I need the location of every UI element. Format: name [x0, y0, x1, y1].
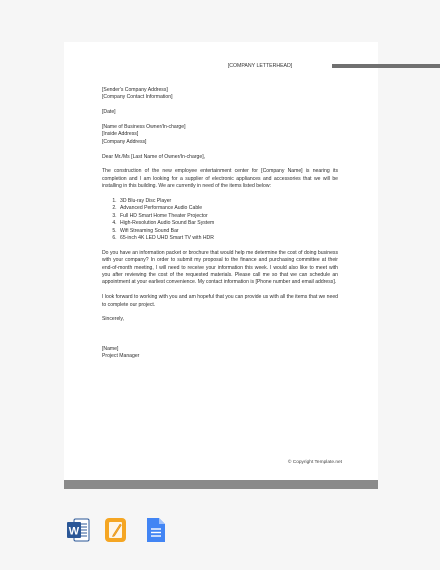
recipient-company-address: [Company Address] — [102, 138, 147, 145]
signer-name: [Name] — [102, 346, 119, 353]
word-icon[interactable] — [66, 516, 90, 544]
pages-icon[interactable] — [104, 516, 128, 544]
list-item: 6. 65-inch 4K LED UHD Smart TV with HDR — [118, 235, 338, 242]
recipient-inside-address: [Inside Address] — [102, 131, 139, 138]
list-item: 1. 3D Blu-ray Disc Player — [118, 198, 338, 205]
sender-contact: [Company Contact Information] — [102, 94, 173, 101]
recipient-name: [Name of Business Owner/In-charge] — [102, 124, 186, 130]
list-item: 3. Full HD Smart Home Theater Projector — [118, 213, 338, 220]
list-item: 5. Wifi Streaming Sound Bar — [118, 228, 338, 235]
signer-title: Project Manager — [102, 353, 140, 360]
list-item: 2. Advanced Performance Audio Cable — [118, 205, 338, 212]
intro-paragraph: The construction of the new employee entertainment center for [Company Name] is nearing its completion and I am looking for a supplier of electronic appliances and accessories that we will be installing in this building. We are currently in need of the items listed below: — [102, 168, 338, 190]
svg-text:W: W — [68, 525, 80, 538]
closing: Sincerely, — [102, 316, 124, 323]
list-item: 4. High-Resolution Audio Sound Bar System — [118, 220, 338, 227]
sender-address: [Sender's Company Address] — [102, 87, 168, 93]
letter-date: [Date] — [102, 109, 116, 116]
closing-paragraph: I look forward to working with you and am hopeful that you can provide us with all the items that we need to complete our project. — [102, 294, 338, 308]
copyright-notice: © Copyright Template.net — [287, 460, 342, 465]
salutation: Dear Mr./Ms [Last Name of Owner/In-charge], — [102, 153, 206, 160]
item-list — [102, 198, 338, 242]
request-paragraph: Do you have an information packet or brochure that would help me determine the cost of doing business with your company? In order to submit my proposal to the finance and purchasing committee at their end-of-month meeting, I will need to receive your information this week. I would also like to meet with you after reviewing the cost of the requested materials. Please call me so that we can schedule an appointment at your earliest convenience. My contact information is [Phone number and email address]. — [102, 249, 338, 286]
header-rule — [332, 64, 440, 68]
letter-page — [64, 42, 378, 482]
page-shadow — [64, 480, 378, 489]
google-docs-icon[interactable] — [144, 516, 168, 544]
letterhead: [COMPANY LETTERHEAD] — [227, 63, 293, 69]
letter-body — [102, 87, 338, 361]
